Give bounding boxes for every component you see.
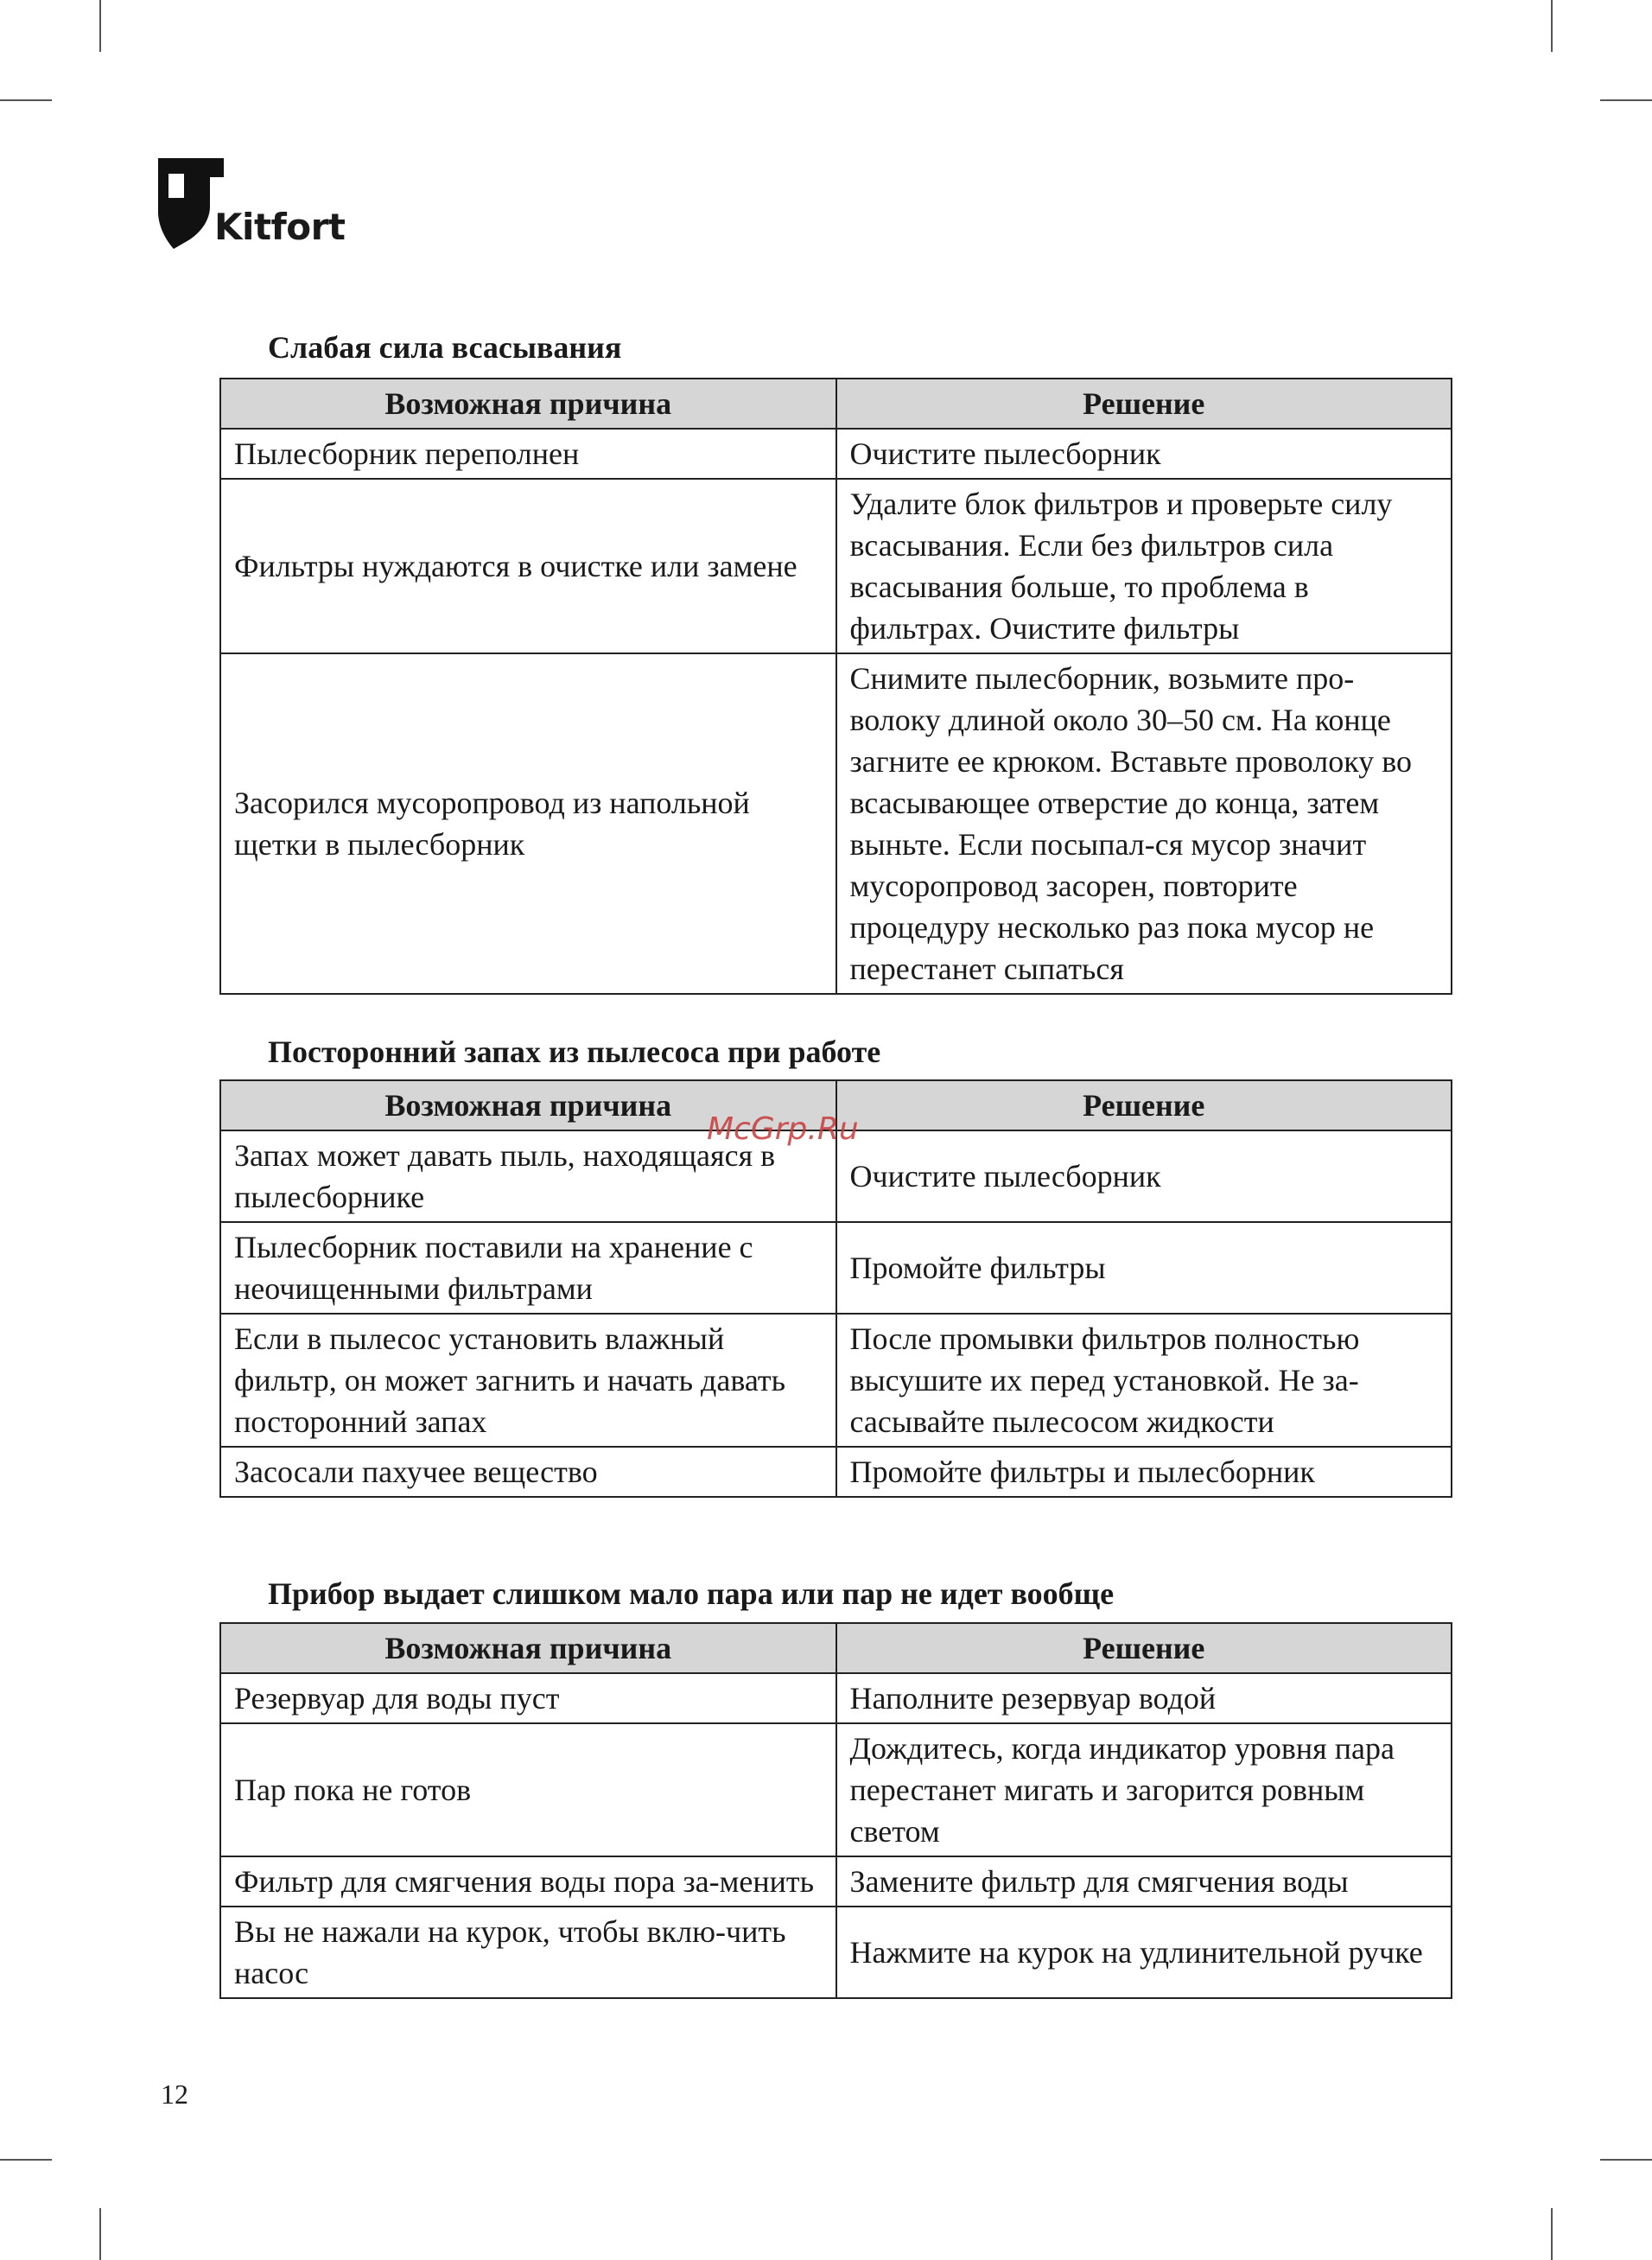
solution-cell: Очистите пылесборник [836, 429, 1452, 479]
crop-mark [1551, 2208, 1553, 2260]
cause-cell: Засосали пахучее вещество [220, 1447, 836, 1497]
cause-cell: Пылесборник переполнен [220, 429, 836, 479]
crop-mark [0, 2159, 52, 2161]
watermark-text: McGrp.Ru [707, 1111, 859, 1147]
table-row [220, 429, 1452, 479]
crop-mark [1600, 99, 1652, 101]
cause-cell: Засорился мусоропровод из напольной щетки в пылесборник [220, 653, 836, 994]
solution-cell: Промойте фильтры и пылесборник [836, 1447, 1452, 1497]
cause-cell: Резервуар для воды пуст [220, 1673, 836, 1723]
solution-cell: Нажмите на курок на удлинительной ручке [836, 1907, 1452, 1998]
column-header-cause: Возможная причина [220, 1623, 836, 1673]
column-header-solution: Решение [836, 1080, 1452, 1130]
table-row [220, 479, 1452, 653]
cause-cell: Запах может давать пыль, находящаяся в пылесборнике [220, 1130, 836, 1222]
solution-cell: После промывки фильтров полностью высушите их перед установкой. Не за-сасывайте пылесосом жидкости [836, 1314, 1452, 1447]
page-number: 12 [161, 2079, 188, 2110]
column-header-cause: Возможная причина [220, 379, 836, 429]
solution-cell: Промойте фильтры [836, 1222, 1452, 1314]
table-row [220, 1222, 1452, 1314]
section-title-foreign-odor: Посторонний запах из пылесоса при работе [268, 1035, 881, 1069]
troubleshooting-table-low-steam [219, 1622, 1452, 1999]
cause-cell: Вы не нажали на курок, чтобы вклю-чить насос [220, 1907, 836, 1998]
solution-cell: Удалите блок фильтров и проверьте силу всасывания. Если без фильтров сила всасывания больше, то проблема в фильтрах. Очистите фильтры [836, 479, 1452, 653]
cause-cell: Пылесборник поставили на хранение с неочищенными фильтрами [220, 1222, 836, 1314]
table-header-row [220, 1623, 1452, 1673]
column-header-solution: Решение [836, 379, 1452, 429]
crop-mark [1600, 2159, 1652, 2161]
cause-cell: Фильтры нуждаются в очистке или замене [220, 479, 836, 653]
section-title-weak-suction: Слабая сила всасывания [268, 330, 622, 365]
table-row [220, 1447, 1452, 1497]
solution-cell: Снимите пылесборник, возьмите про-волоку длиной около 30–50 см. На конце загните ее крюком. Вставьте проволоку во всасывающее отверстие до конца, затем выньте. Если посыпал-ся мусор значит мусоропровод засорен, повторите процедуру несколько раз пока мусор не перестанет сыпаться [836, 653, 1452, 994]
cause-cell: Если в пылесос установить влажный фильтр, он может загнить и начать давать посторонний запах [220, 1314, 836, 1447]
crop-mark [99, 0, 101, 52]
solution-cell: Дождитесь, когда индикатор уровня пара перестанет мигать и загорится ровным светом [836, 1723, 1452, 1856]
crop-mark [1551, 0, 1553, 52]
table-row [220, 1314, 1452, 1447]
solution-cell: Замените фильтр для смягчения воды [836, 1856, 1452, 1907]
column-header-cause: Возможная причина [220, 1080, 836, 1130]
crop-mark [0, 99, 52, 101]
table-row [220, 1673, 1452, 1723]
section-title-low-steam: Прибор выдает слишком мало пара или пар не идет вообще [268, 1576, 1115, 1611]
cause-cell: Фильтр для смягчения воды пора за-менить [220, 1856, 836, 1907]
solution-cell: Наполните резервуар водой [836, 1673, 1452, 1723]
solution-cell: Очистите пылесборник [836, 1130, 1452, 1222]
column-header-solution: Решение [836, 1623, 1452, 1673]
table-row [220, 1856, 1452, 1907]
table-row [220, 1723, 1452, 1856]
troubleshooting-table-weak-suction [219, 378, 1452, 995]
crop-mark [99, 2208, 101, 2260]
table-header-row [220, 379, 1452, 429]
cause-cell: Пар пока не готов [220, 1723, 836, 1856]
brand-name: Kitfort [214, 206, 346, 248]
table-row [220, 653, 1452, 994]
table-row [220, 1907, 1452, 1998]
